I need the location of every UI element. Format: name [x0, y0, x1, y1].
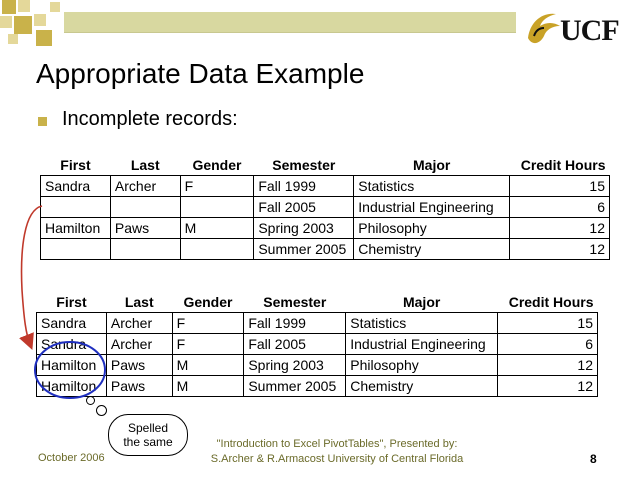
page-number: 8	[590, 452, 597, 466]
table-cell: Hamilton	[37, 355, 107, 376]
table-cell: Archer	[106, 313, 172, 334]
column-header: Last	[124, 293, 154, 310]
table-cell: F	[172, 313, 244, 334]
table-cell: Sandra	[37, 313, 107, 334]
column-header: Semester	[263, 293, 327, 310]
table-cell: 6	[498, 334, 598, 355]
table-cell: Fall 2005	[254, 197, 354, 218]
table-cell: 12	[510, 239, 610, 260]
column-header: Major	[413, 156, 451, 173]
table-cell: Fall 1999	[244, 313, 346, 334]
column-header: Last	[130, 156, 160, 173]
footer-credit-line: S.Archer & R.Armacost University of Central Florida	[210, 453, 464, 465]
bullet-text: Incomplete records:	[62, 108, 238, 130]
table-cell: Statistics	[346, 313, 498, 334]
footer-credit	[206, 437, 468, 467]
table-cell: Paws	[106, 355, 172, 376]
table-cell: F	[180, 176, 254, 197]
table-cell: 15	[498, 313, 598, 334]
table-cell: Spring 2003	[254, 218, 354, 239]
table-cell: M	[180, 218, 254, 239]
table-cell: Philosophy	[354, 218, 510, 239]
table-cell: Paws	[110, 218, 180, 239]
table-cell: M	[172, 376, 244, 397]
table-cell: Industrial Engineering	[346, 334, 498, 355]
table-cell: Statistics	[354, 176, 510, 197]
column-header: First	[56, 293, 87, 310]
callout-line: Spelled	[127, 421, 168, 435]
table-cell: Fall 1999	[254, 176, 354, 197]
table-cell: Summer 2005	[254, 239, 354, 260]
table-cell: Hamilton	[37, 376, 107, 397]
callout-line: the same	[123, 435, 173, 449]
table-cell: M	[172, 355, 244, 376]
table-cell: Fall 2005	[244, 334, 346, 355]
table-cell: Archer	[110, 176, 180, 197]
logo-text: UCF	[560, 14, 619, 47]
table-cell: 12	[510, 218, 610, 239]
highlight-circle	[35, 342, 105, 398]
column-header: Major	[402, 293, 441, 310]
column-header: Gender	[183, 293, 233, 310]
table-cell: 6	[510, 197, 610, 218]
table-cell: Chemistry	[354, 239, 510, 260]
column-header: Semester	[272, 156, 336, 173]
column-header: Credit Hours	[520, 156, 606, 173]
table-cell: Paws	[106, 376, 172, 397]
slide-title: Appropriate Data Example	[36, 58, 365, 89]
table-cell: 12	[498, 355, 598, 376]
table-cell: Summer 2005	[244, 376, 346, 397]
thought-bubble-dot	[96, 405, 107, 416]
table-cell: Philosophy	[346, 355, 498, 376]
table-cell: 12	[498, 376, 598, 397]
footer-date: October 2006	[38, 452, 105, 464]
column-header: First	[60, 156, 91, 173]
table-cell: Archer	[106, 334, 172, 355]
table-cell: F	[172, 334, 244, 355]
footer-credit-line: "Introduction to Excel PivotTables", Presented by:	[216, 438, 458, 450]
curved-arrow-icon	[22, 206, 42, 344]
table-cell: Sandra	[41, 176, 111, 197]
column-header: Gender	[192, 156, 242, 173]
table-cell: Spring 2003	[244, 355, 346, 376]
thought-bubble-callout	[108, 414, 188, 456]
table-cell: Industrial Engineering	[354, 197, 510, 218]
thought-bubble-dot	[86, 396, 95, 405]
table-cell: Sandra	[37, 334, 107, 355]
table-cell: Hamilton	[41, 218, 111, 239]
table-cell: 15	[510, 176, 610, 197]
table-cell: Chemistry	[346, 376, 498, 397]
column-header: Credit Hours	[508, 293, 594, 310]
